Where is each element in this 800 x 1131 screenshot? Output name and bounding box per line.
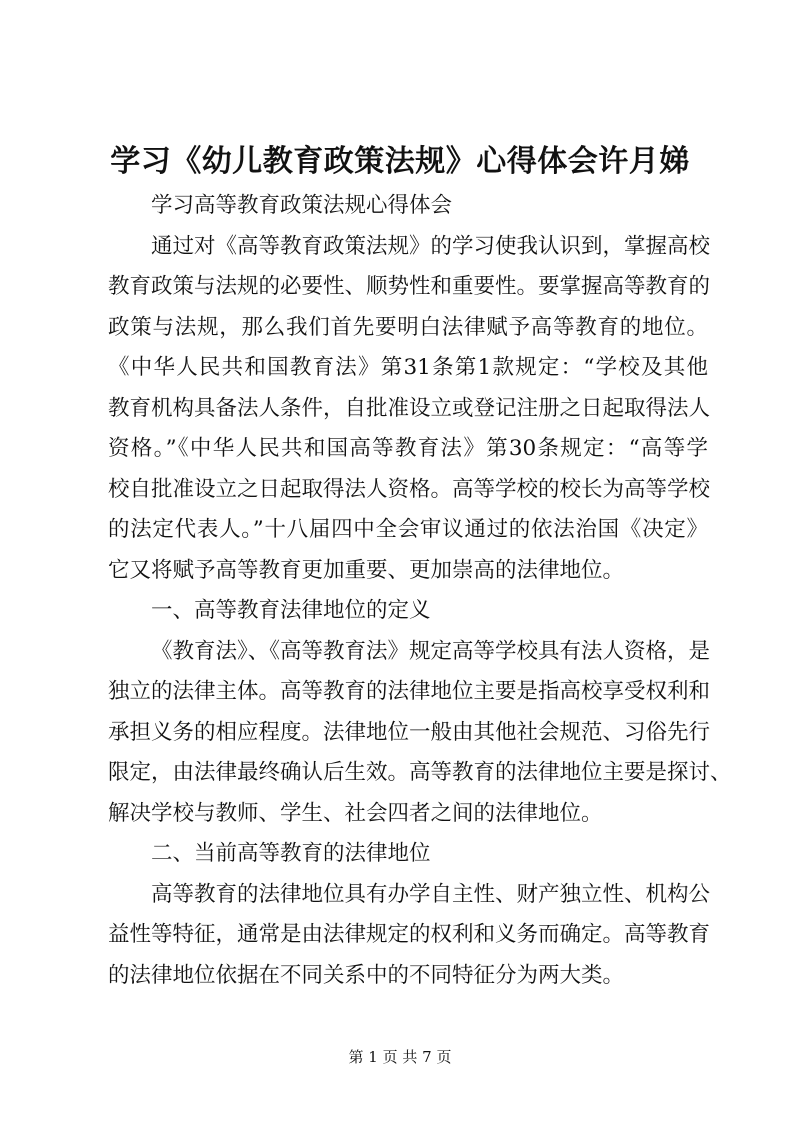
text-line: 《中华人民共和国教育法》第31条第1款规定：“学校及其他 — [108, 355, 708, 380]
text-line: 一、高等教育法律地位的定义 — [151, 598, 431, 623]
text-line: 政策与法规，那么我们首先要明白法律赋予高等教育的地位。 — [108, 314, 708, 340]
text-line: 教育机构具备法人条件，自批准设立或登记注册之日起取得法人 — [108, 395, 711, 421]
text-line: 二、当前高等教育的法律地位 — [151, 841, 431, 866]
document-body — [108, 186, 732, 996]
text-line: 的法律地位依据在不同关系中的不同特征分为两大类。 — [108, 962, 625, 988]
text-line: 资格。”《中华人民共和国高等教育法》第30条规定：“高等学 — [108, 436, 708, 461]
text-line: 承担义务的相应程度。法律地位一般由其他社会规范、习俗先行 — [108, 719, 711, 745]
text-line: 益性等特征，通常是由法律规定的权利和义务而确定。高等教育 — [108, 922, 711, 947]
text-line: 高等教育的法律地位具有办学自主性、财产独立性、机构公 — [151, 881, 711, 907]
text-line: 的法定代表人。”十八届四中全会审议通过的依法治国《决定》 — [108, 517, 708, 542]
text-line: 教育政策与法规的必要性、顺势性和重要性。要掌握高等教育的 — [108, 274, 711, 299]
page-footer: 第 1 页 共 7 页 — [348, 1048, 452, 1066]
document-title: 学习《幼儿教育政策法规》心得体会许月娣 — [110, 144, 690, 179]
text-line: 校自批准设立之日起取得法人资格。高等学校的校长为高等学校 — [108, 476, 711, 502]
text-line: 学习高等教育政策法规心得体会 — [151, 193, 453, 218]
text-line: 解决学校与教师、学生、社会四者之间的法律地位。 — [108, 800, 603, 826]
text-line: 独立的法律主体。高等教育的法律地位主要是指高校享受权利和 — [108, 679, 711, 704]
text-line: 《教育法》、《高等教育法》规定高等学校具有法人资格，是 — [151, 638, 711, 664]
text-line: 限定，由法律最终确认后生效。高等教育的法律地位主要是探讨、 — [108, 760, 732, 785]
text-line: 它又将赋予高等教育更加重要、更加崇高的法律地位。 — [108, 557, 625, 583]
text-line: 通过对《高等教育政策法规》的学习使我认识到，掌握高校 — [151, 233, 711, 259]
